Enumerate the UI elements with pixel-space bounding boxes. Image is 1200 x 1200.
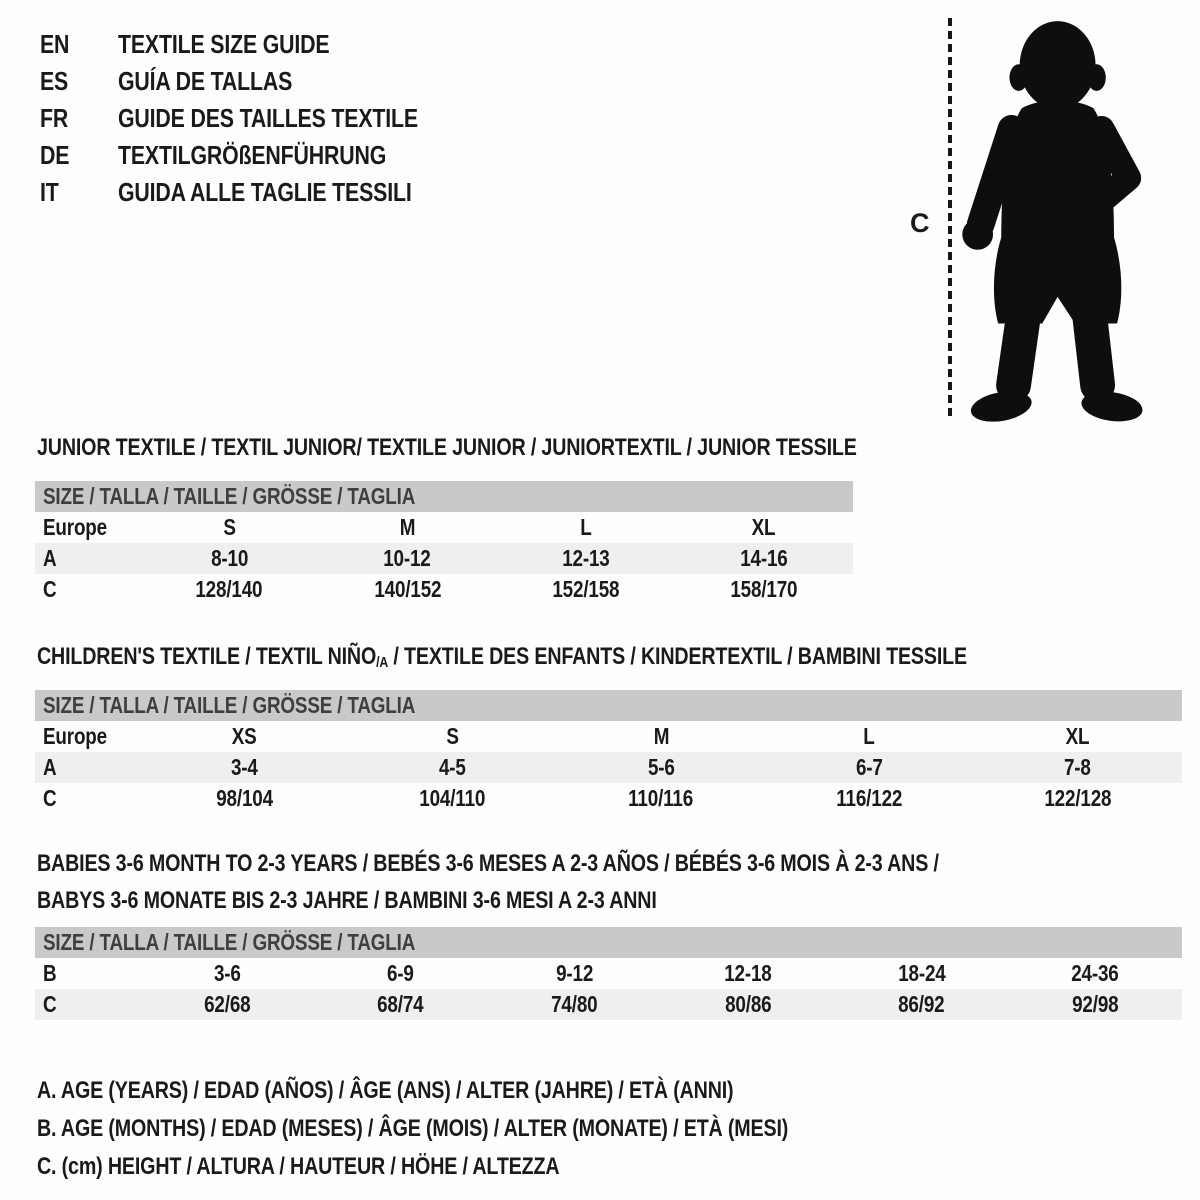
height-cell: 104/110 [419, 785, 486, 811]
guide-title: GUIDA ALLE TAGLIE TESSILI [118, 177, 412, 207]
children-size-table [35, 690, 1182, 814]
height-cell: 68/74 [377, 991, 424, 1017]
size-cell: M [399, 514, 416, 540]
size-cell: M [653, 723, 669, 749]
language-row-de [40, 137, 484, 174]
age-cell: 3-6 [213, 960, 241, 986]
height-cell: 80/86 [724, 991, 772, 1017]
size-cell: L [579, 514, 592, 540]
heading-part-subscript: /A [376, 654, 389, 671]
babies-heading-line-2: BABYS 3-6 MONATE BIS 2-3 JAHRE / BAMBINI 3-6 MESI A 2-3 ANNI [37, 887, 657, 914]
guide-title: TEXTILGRÖßENFÜHRUNG [118, 140, 387, 170]
table-row-age-years [35, 543, 853, 574]
height-cell: 122/128 [1044, 785, 1112, 811]
junior-size-table [35, 481, 853, 605]
age-cell: 12-18 [724, 960, 772, 986]
babies-heading-line-1: BABIES 3-6 MONTH TO 2-3 YEARS / BEBÉS 3-6 MESES A 2-3 AÑOS / BÉBÉS 3-6 MOIS À 2-3 ANS / [37, 850, 939, 877]
row-label: C [43, 576, 57, 602]
table-row-europe [35, 512, 853, 543]
legend-line-age-years: A. AGE (YEARS) / EDAD (AÑOS) / ÂGE (ANS) / ALTER (JAHRE) / ETÀ (ANNI) [37, 1077, 734, 1104]
language-row-it [40, 174, 484, 211]
language-row-fr [40, 100, 484, 137]
height-measure-dashed-line [948, 18, 952, 416]
row-label: Europe [43, 723, 107, 749]
height-cell: 92/98 [1071, 991, 1119, 1017]
height-cell: 98/104 [215, 785, 273, 811]
height-cell: 140/152 [373, 576, 441, 602]
height-cell: 110/116 [628, 785, 694, 811]
age-cell: 7-8 [1064, 754, 1092, 780]
language-code: ES [40, 66, 69, 96]
heading-part: / TEXTILE DES ENFANTS / KINDERTEXTIL / BAMBINI TESSILE [388, 643, 967, 670]
size-cell: XL [1065, 723, 1090, 749]
size-header-bar [35, 690, 1182, 721]
row-label: C [43, 991, 57, 1017]
language-code: DE [40, 140, 70, 170]
size-header-text: SIZE / TALLA / TAILLE / GRÖSSE / TAGLIA [43, 692, 416, 718]
table-row-europe [35, 721, 1182, 752]
age-cell: 3-4 [230, 754, 258, 780]
age-cell: 18-24 [897, 960, 946, 986]
height-cell: 116/122 [836, 785, 903, 811]
age-cell: 6-9 [387, 960, 414, 986]
age-cell: 14-16 [740, 545, 788, 571]
heading-part: CHILDREN'S TEXTILE / TEXTIL NIÑO [37, 643, 377, 670]
legend-line-height: C. (cm) HEIGHT / ALTURA / HAUTEUR / HÖHE / ALTEZZA [37, 1153, 560, 1180]
guide-title: GUIDE DES TAILLES TEXTILE [118, 103, 418, 133]
size-header-bar [35, 481, 853, 512]
children-section-heading [37, 643, 1171, 671]
table-row-height-cm [35, 783, 1182, 814]
size-header-text: SIZE / TALLA / TAILLE / GRÖSSE / TAGLIA [43, 929, 416, 955]
height-cell: 74/80 [550, 991, 598, 1017]
age-cell: 9-12 [555, 960, 593, 986]
size-cell: XL [751, 514, 776, 540]
language-code: EN [40, 29, 70, 59]
table-row-age-years [35, 752, 1182, 783]
height-cell: 128/140 [195, 576, 263, 602]
height-cell: 158/170 [730, 576, 798, 602]
table-row-age-months [35, 958, 1182, 989]
row-label: A [43, 754, 57, 780]
age-cell: 6-7 [856, 754, 883, 780]
language-row-en [40, 26, 484, 63]
guide-title: TEXTILE SIZE GUIDE [118, 29, 330, 59]
language-code: IT [40, 177, 59, 207]
toddler-silhouette-icon [960, 14, 1145, 424]
babies-size-table [35, 927, 1182, 1020]
children-section-heading-text [37, 643, 967, 671]
age-cell: 4-5 [439, 754, 466, 780]
size-header-text: SIZE / TALLA / TAILLE / GRÖSSE / TAGLIA [43, 483, 416, 509]
age-cell: 8-10 [210, 545, 248, 571]
junior-section-heading-text: JUNIOR TEXTILE / TEXTIL JUNIOR/ TEXTILE JUNIOR / JUNIORTEXTIL / JUNIOR TESSILE [37, 434, 857, 461]
age-cell: 10-12 [383, 545, 432, 571]
table-row-height-cm [35, 989, 1182, 1020]
language-title-list [40, 26, 484, 211]
size-cell: L [863, 723, 876, 749]
row-label: B [43, 960, 57, 986]
height-measure-label: C [910, 208, 930, 238]
row-label: C [43, 785, 57, 811]
age-cell: 12-13 [561, 545, 610, 571]
junior-section-heading [37, 434, 1037, 462]
size-header-bar [35, 927, 1182, 958]
row-label: A [43, 545, 57, 571]
legend-line-age-months: B. AGE (MONTHS) / EDAD (MESES) / ÂGE (MOIS) / ALTER (MONATE) / ETÀ (MESI) [37, 1115, 789, 1142]
measurement-legend [37, 1072, 953, 1186]
height-cell: 152/158 [552, 576, 620, 602]
height-cell: 86/92 [898, 991, 945, 1017]
row-label: Europe [43, 514, 107, 540]
babies-section-heading [37, 845, 1137, 919]
guide-title: GUÍA DE TALLAS [118, 66, 293, 96]
language-row-es [40, 63, 484, 100]
age-cell: 24-36 [1071, 960, 1119, 986]
size-cell: XS [231, 723, 257, 749]
size-cell: S [446, 723, 459, 749]
table-row-height-cm [35, 574, 853, 605]
language-code: FR [40, 103, 69, 133]
size-cell: S [222, 514, 236, 540]
height-cell: 62/68 [203, 991, 251, 1017]
age-cell: 5-6 [647, 754, 675, 780]
